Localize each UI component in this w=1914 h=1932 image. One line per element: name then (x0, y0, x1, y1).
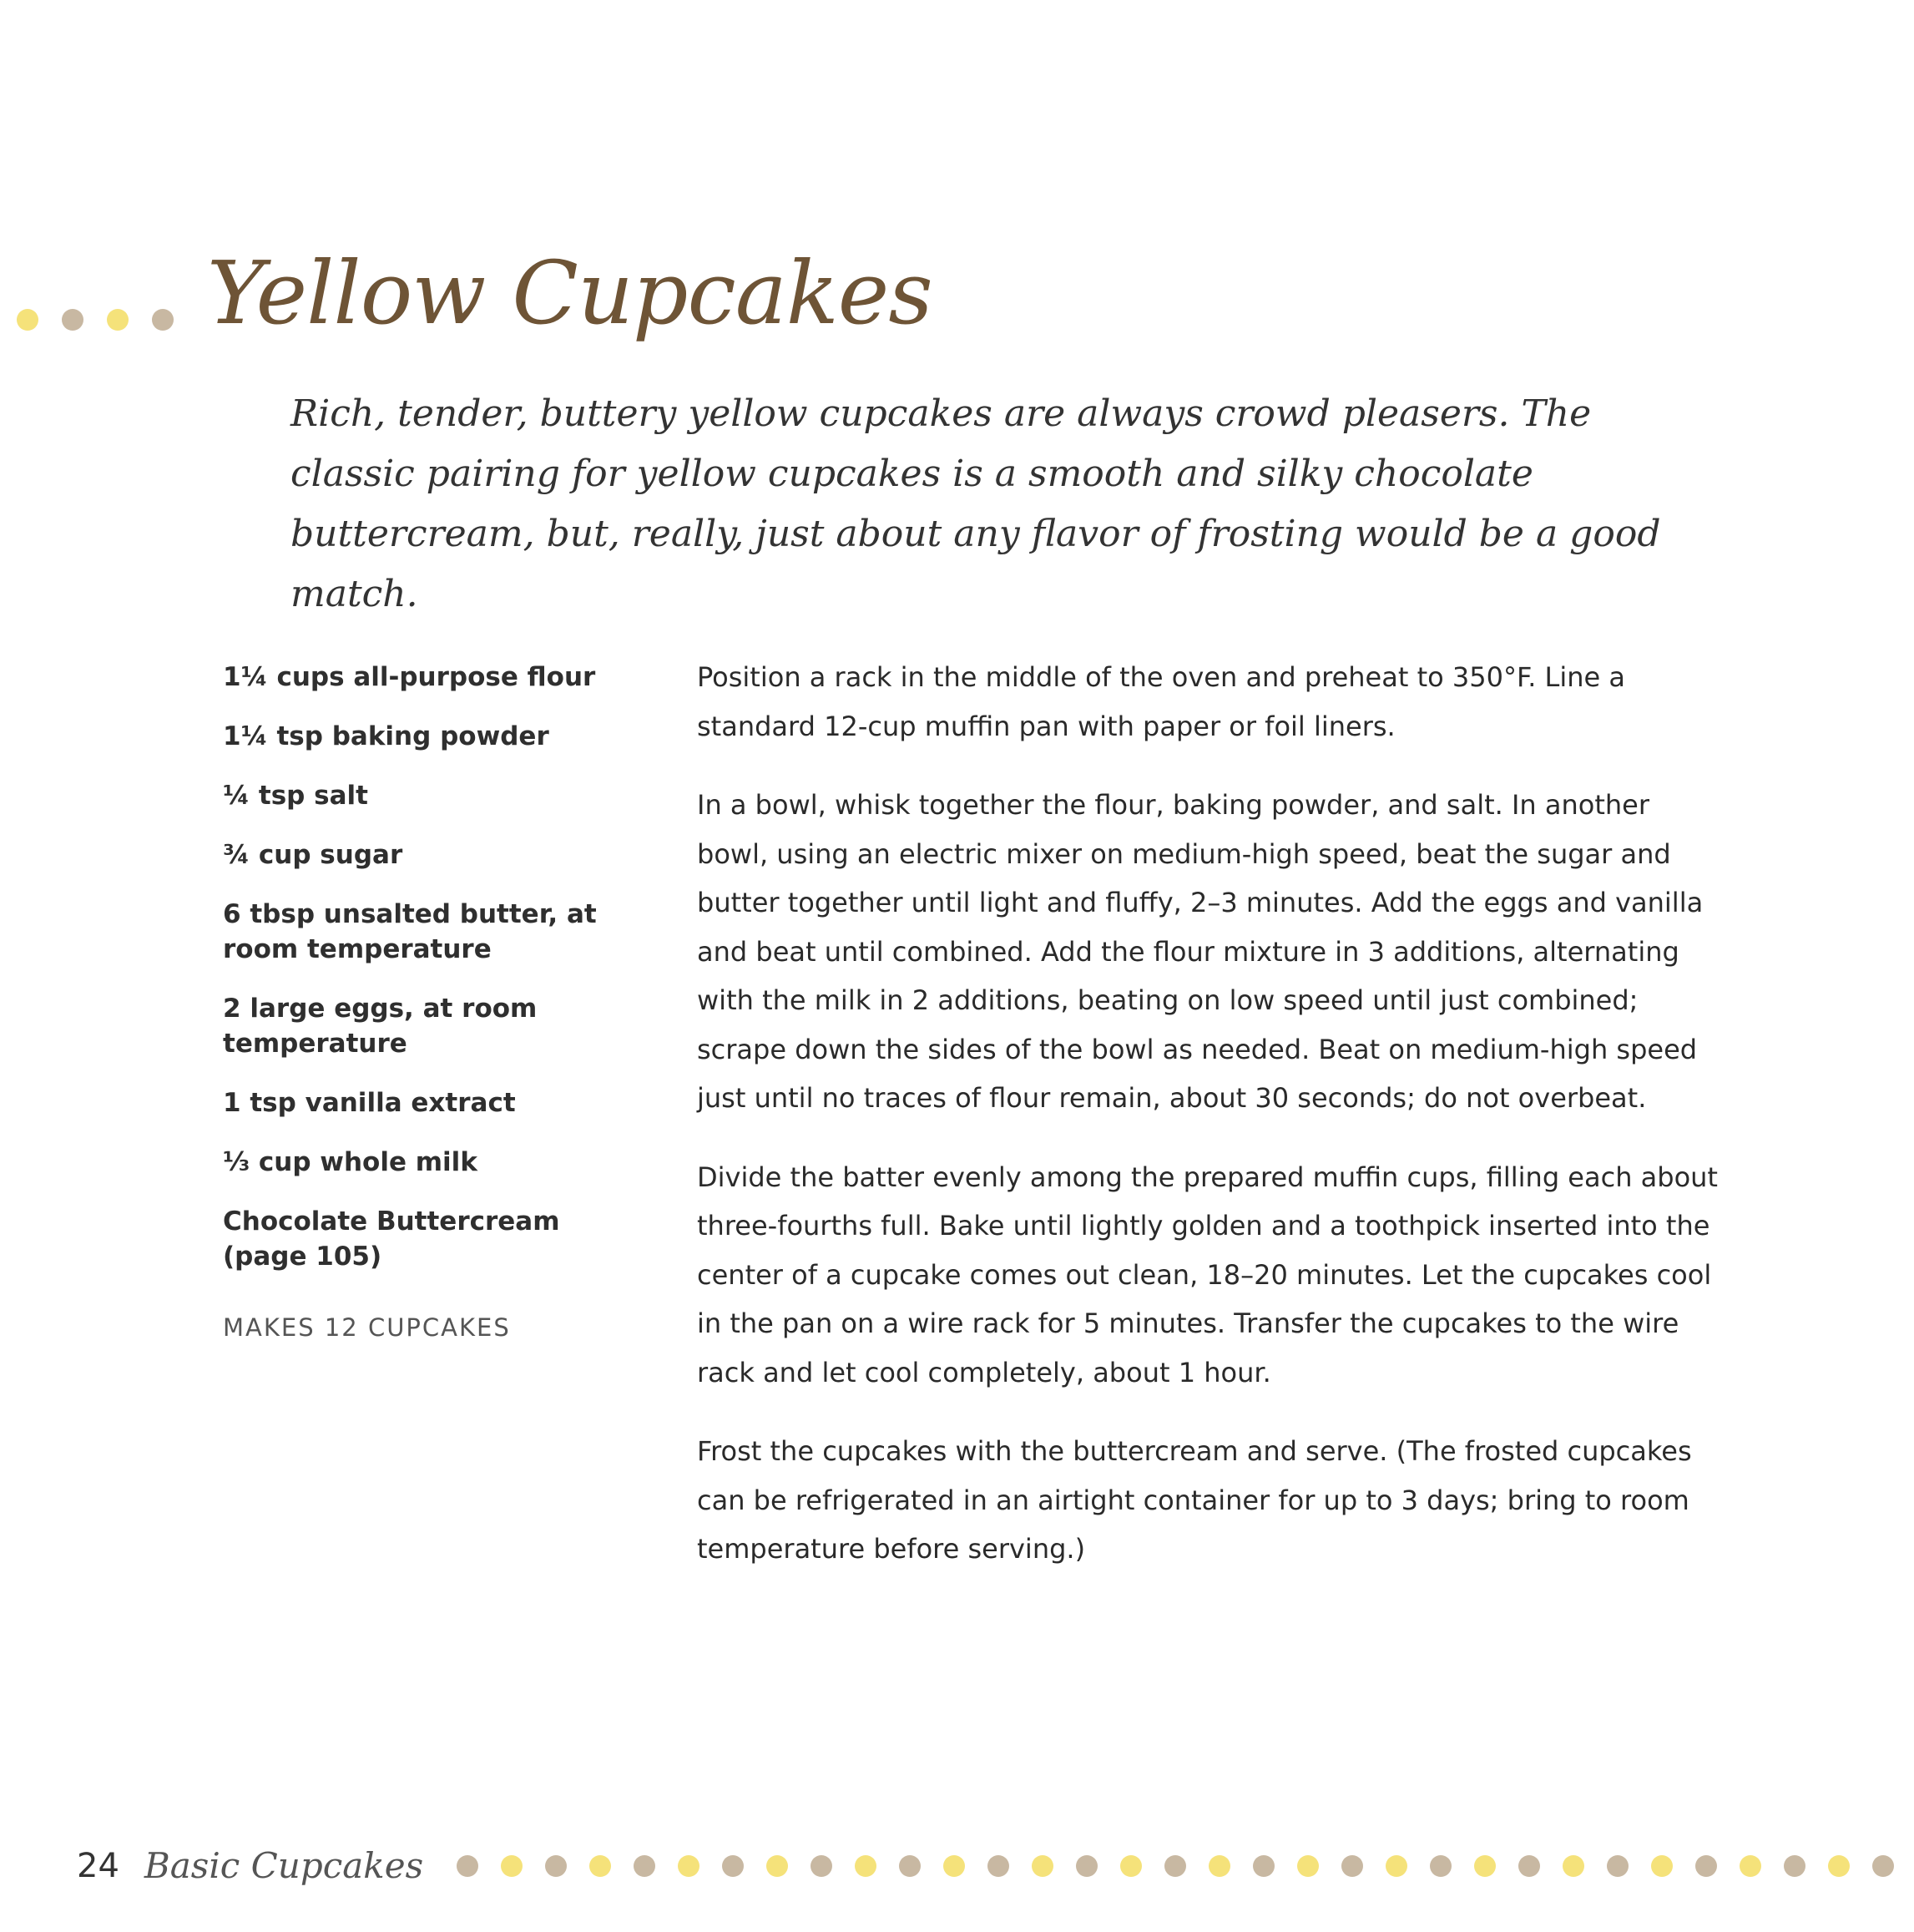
tan-dot-icon (62, 309, 83, 331)
yellow-dot-icon (1209, 1855, 1230, 1877)
tan-dot-icon (1784, 1855, 1805, 1877)
ingredient-item: 1¼ tsp baking powder (223, 721, 549, 751)
yellow-dot-icon (1474, 1855, 1496, 1877)
tan-dot-icon (1076, 1855, 1098, 1877)
tan-dot-icon (634, 1855, 655, 1877)
yellow-dot-icon (1297, 1855, 1319, 1877)
tan-dot-icon (545, 1855, 567, 1877)
yellow-dot-icon (678, 1855, 699, 1877)
tan-dot-icon (1607, 1855, 1629, 1877)
tan-dot-icon (1164, 1855, 1186, 1877)
ingredient-item: ¼ tsp salt (223, 781, 368, 811)
yellow-dot-icon (1828, 1855, 1850, 1877)
yellow-dot-icon (1563, 1855, 1584, 1877)
ingredient-item: Chocolate Buttercream (page 105) (223, 1206, 560, 1272)
yellow-dot-icon (1386, 1855, 1407, 1877)
tan-dot-icon (1430, 1855, 1452, 1877)
yellow-dot-icon (1740, 1855, 1761, 1877)
recipe-intro: Rich, tender, buttery yellow cupcakes are always crowd pleasers. The classic pairing for yellow cupcakes is a smooth and silky chocolate buttercream, but, really, just about any flavor of frosting would be a good match. (290, 392, 1661, 615)
ingredient-item: 6 tbsp unsalted butter, at room temperature (223, 899, 597, 964)
tan-dot-icon (1253, 1855, 1275, 1877)
recipe-title: Yellow Cupcakes (207, 242, 932, 344)
ingredient-item: ¾ cup sugar (223, 840, 403, 870)
tan-dot-icon (1341, 1855, 1363, 1877)
yellow-dot-icon (943, 1855, 965, 1877)
tan-dot-icon (457, 1855, 478, 1877)
tan-dot-icon (987, 1855, 1009, 1877)
page-number: 24 (77, 1846, 119, 1885)
footer-dot-ornament (457, 1855, 1894, 1877)
method-paragraph: Position a rack in the middle of the oven and preheat to 350°F. Line a standard 12-cup muffin pan with paper or foil liners. (697, 661, 1626, 742)
tan-dot-icon (1695, 1855, 1717, 1877)
yellow-dot-icon (107, 309, 129, 331)
yellow-dot-icon (1032, 1855, 1053, 1877)
tan-dot-icon (722, 1855, 744, 1877)
method-paragraph: In a bowl, whisk together the flour, baking powder, and salt. In another bowl, using an electric mixer on medium-high speed, beat the sugar and butter together until light and fluffy, 2–3 minutes. Add the eggs and vanilla and beat until combined. Add the flour mixture in 3 additions, alternating with the milk in 2 additions, beating on low speed until just combined; scrape down the sides of the bowl as needed. Beat on medium-high speed just until no traces of flour remain, about 30 seconds; do not overbeat. (697, 789, 1704, 1114)
ingredient-item: 1¼ cups all-purpose flour (223, 662, 596, 692)
yellow-dot-icon (501, 1855, 523, 1877)
yellow-dot-icon (1120, 1855, 1142, 1877)
tan-dot-icon (1872, 1855, 1894, 1877)
yellow-dot-icon (1651, 1855, 1673, 1877)
ingredient-list (223, 660, 615, 1298)
method-paragraph: Divide the batter evenly among the prepared muffin cups, filling each about three-fourths full. Bake until lightly golden and a toothpick inserted into the center of a cupcake comes out clean, 18–20 minutes. Let the cupcakes cool in the pan on a wire rack for 5 minutes. Transfer the cupcakes to the wire rack and let cool completely, about 1 hour. (697, 1161, 1718, 1388)
yellow-dot-icon (589, 1855, 611, 1877)
yellow-dot-icon (766, 1855, 788, 1877)
recipe-yield: MAKES 12 CUPCAKES (223, 1313, 511, 1342)
yellow-dot-icon (855, 1855, 876, 1877)
tan-dot-icon (152, 309, 174, 331)
title-dot-ornament (17, 309, 174, 331)
method-paragraph: Frost the cupcakes with the buttercream and serve. (The frosted cupcakes can be refrigerated in an airtight container for up to 3 days; bring to room temperature before serving.) (697, 1435, 1692, 1565)
yellow-dot-icon (17, 309, 38, 331)
ingredient-item: 1 tsp vanilla extract (223, 1088, 516, 1118)
ingredient-item: ⅓ cup whole milk (223, 1147, 477, 1177)
ingredient-item: 2 large eggs, at room temperature (223, 994, 538, 1059)
section-name: Basic Cupcakes (144, 1845, 424, 1886)
method-steps (697, 653, 1724, 1604)
tan-dot-icon (899, 1855, 921, 1877)
page-footer (77, 1845, 1894, 1886)
tan-dot-icon (1518, 1855, 1540, 1877)
tan-dot-icon (811, 1855, 832, 1877)
